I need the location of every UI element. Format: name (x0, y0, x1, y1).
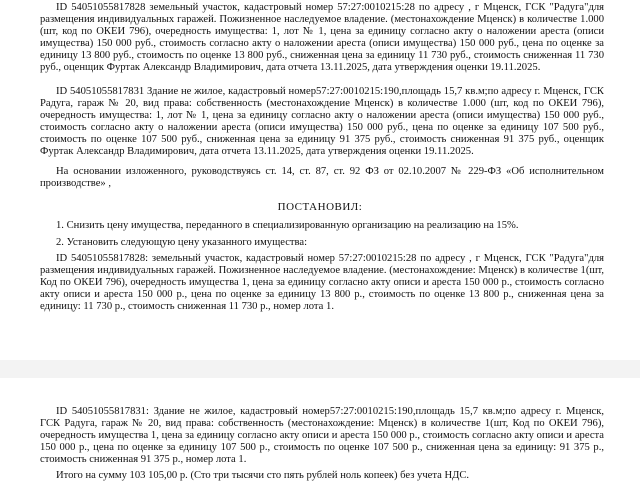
document-sheet-2 (0, 378, 640, 480)
total-sum-line: Итого на сумму 103 105,00 р. (Сто три тысячи сто пять рублей ноль копеек) без учета НДС. (56, 470, 470, 481)
decree-heading: ПОСТАНОВИЛ: (277, 201, 363, 213)
garage-paragraph: ID 54051055817831 Здание не жилое, кадастровый номер57:27:0010215:190,площадь 15,7 кв.м;по адресу г. Мценск, ГСК Радуга, гараж № 20, вид права: собственность (местонахождение Мценск) в количестве 1.000 (шт, код по ОКЕИ 796), очередность имущества: 1, лот № 1, цена за единицу согласно акту о наложении ареста (описи имущества) 150 000 руб., стоимость согласно акту о наложении ареста (описи имущества) 150 000 руб., цена по оценке за единицу 107 500 руб., стоимость по оценке 107 500 руб., сниженная цена за единицу 91 375 руб., стоимость сниженная 91 375 руб., оценщик Фуртак Александр Владимирович, дата отчета 13.11.2025, дата утверждения оценки 19.11.2025. (40, 86, 604, 158)
decree-item-2: 2. Установить следующую цену указанного имущества: (56, 237, 308, 248)
land-plot-price-paragraph: ID 54051055817828: земельный участок, кадастровый номер 57:27:0010215:28 по адресу , г Мценск, ГСК "Радуга"для размещения индивидуальных гаражей. Пожизненное наследуемое владение. (местонахождение: Мценск) в количестве 1(шт, Код по ОКЕИ 796), очередность имущества 1, цена за единицу согласно акту описи и ареста 150 000 р., стоимость согласно акту описи и ареста 150 000 р., цена по оценке за единицу 13 800 р., стоимость по оценке 13 800 р., сниженная цена за единицу: 11 730 р., стоимость сниженная 11 730 р., номер лота 1. (40, 253, 604, 313)
land-plot-paragraph: ID 54051055817828 земельный участок, кадастровый номер 57:27:0010215:28 по адресу , г Мценск, ГСК "Радуга"для размещения индивидуальных гаражей. Пожизненное наследуемое владение. (местонахождение Мценск) в количестве 1.000 (шт, код по ОКЕИ 796), очередность имущества: 1, лот № 1, цена за единицу согласно акту о наложении ареста (описи имущества) 150 000 руб., стоимость согласно акту о наложении ареста (описи имущества) 150 000 руб., цена по оценке за единицу 13 800 руб., стоимость по оценке 13 800 руб., сниженная цена за единицу 11 730 руб., стоимость сниженная 11 730 руб., оценщик Фуртак Александр Владимирович, дата отчета 13.11.2025, дата утверждения оценки 19.11.2025. (40, 2, 604, 74)
garage-price-paragraph: ID 54051055817831: Здание не жилое, кадастровый номер57:27:0010215:190,площадь 15,7 кв.м;по адресу г. Мценск, ГСК Радуга, гараж № 20, вид права: собственность (местонахождение: Мценск) в количестве 1(шт, Код по ОКЕИ 796), очередность имущества 1, цена за единицу согласно акту описи и ареста 150 000 р., стоимость согласно акту описи и ареста 150 000 р., цена по оценке за единицу 107 500 р., стоимость по оценке 107 500 р., сниженная цена за единицу: 91 375 р., стоимость сниженная 91 375 р., номер лота 1. (40, 406, 604, 466)
legal-basis-paragraph: На основании изложенного, руководствуясь ст. 14, ст. 87, ст. 92 ФЗ от 02.10.2007 № 229-ФЗ «Об исполнительном производстве» , (40, 166, 604, 190)
page-break (0, 360, 640, 378)
decree-item-1: 1. Снизить цену имущества, переданного в специализированную организацию на реализацию на 15%. (56, 220, 519, 231)
